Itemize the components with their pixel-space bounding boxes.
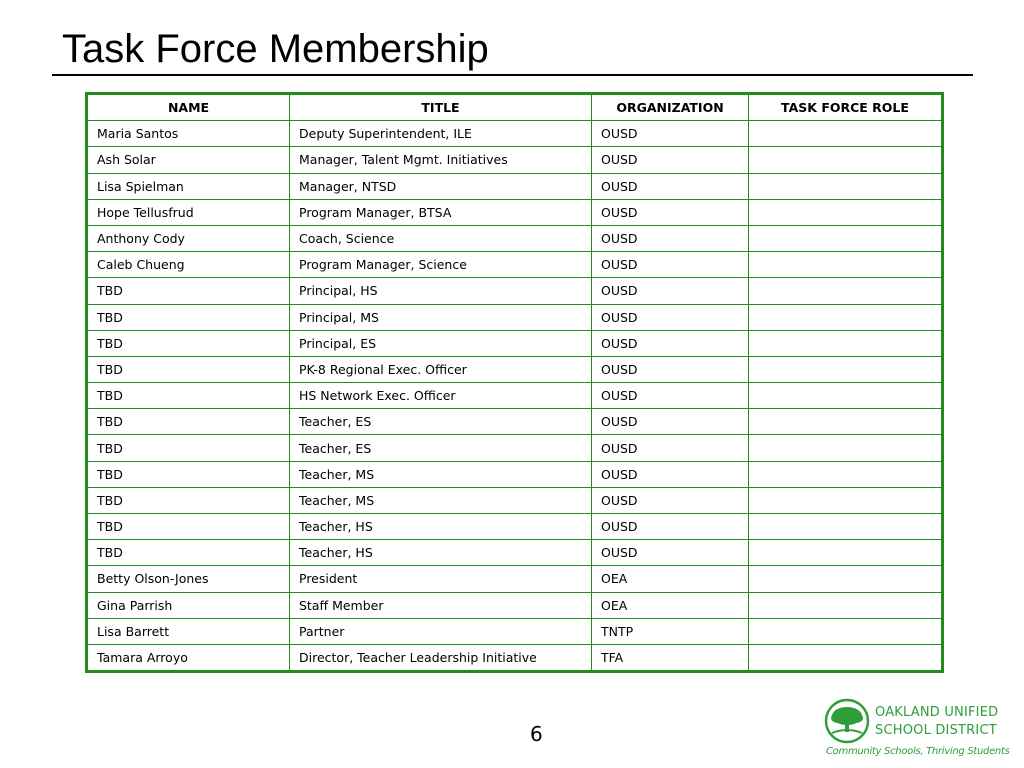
table-row [87, 356, 943, 382]
cell-title: Teacher, ES [290, 409, 592, 435]
cell-task-force-role [749, 540, 943, 566]
cell-name: TBD [87, 540, 290, 566]
table-row [87, 225, 943, 251]
cell-name: Gina Parrish [87, 592, 290, 618]
cell-organization: OUSD [592, 409, 749, 435]
cell-title: Staff Member [290, 592, 592, 618]
table-body [87, 121, 943, 672]
cell-title: Coach, Science [290, 225, 592, 251]
cell-organization: OUSD [592, 383, 749, 409]
cell-organization: OUSD [592, 278, 749, 304]
cell-task-force-role [749, 121, 943, 147]
cell-name: TBD [87, 435, 290, 461]
cell-title: Manager, Talent Mgmt. Initiatives [290, 147, 592, 173]
cell-organization: OUSD [592, 435, 749, 461]
cell-name: TBD [87, 514, 290, 540]
cell-organization: OUSD [592, 121, 749, 147]
cell-name: Anthony Cody [87, 225, 290, 251]
cell-organization: TNTP [592, 618, 749, 644]
cell-organization: OUSD [592, 356, 749, 382]
cell-title: Principal, HS [290, 278, 592, 304]
cell-organization: OUSD [592, 540, 749, 566]
cell-title: Principal, ES [290, 330, 592, 356]
page-number: 6 [530, 722, 543, 746]
header-name: NAME [87, 94, 290, 121]
table-row [87, 514, 943, 540]
cell-name: TBD [87, 356, 290, 382]
cell-title: Teacher, MS [290, 461, 592, 487]
table-row [87, 592, 943, 618]
cell-task-force-role [749, 278, 943, 304]
cell-task-force-role [749, 225, 943, 251]
table-row [87, 540, 943, 566]
cell-task-force-role [749, 461, 943, 487]
logo-line2: SCHOOL DISTRICT [875, 723, 997, 738]
cell-title: Director, Teacher Leadership Initiative [290, 644, 592, 671]
table-row [87, 173, 943, 199]
cell-title: Partner [290, 618, 592, 644]
cell-organization: OUSD [592, 330, 749, 356]
cell-organization: OUSD [592, 252, 749, 278]
cell-name: TBD [87, 461, 290, 487]
cell-title: Deputy Superintendent, ILE [290, 121, 592, 147]
cell-title: Teacher, MS [290, 487, 592, 513]
cell-organization: OUSD [592, 461, 749, 487]
cell-title: Teacher, HS [290, 540, 592, 566]
table-row [87, 199, 943, 225]
cell-name: Lisa Spielman [87, 173, 290, 199]
logo-line1: OAKLAND UNIFIED [875, 705, 999, 720]
table-row [87, 487, 943, 513]
cell-organization: OEA [592, 566, 749, 592]
cell-task-force-role [749, 514, 943, 540]
table-row [87, 383, 943, 409]
cell-title: Principal, MS [290, 304, 592, 330]
table-row [87, 252, 943, 278]
table-row [87, 461, 943, 487]
district-logo [824, 698, 1009, 764]
table-row [87, 278, 943, 304]
oak-tree-icon [824, 698, 870, 744]
cell-name: Tamara Arroyo [87, 644, 290, 671]
cell-organization: OUSD [592, 173, 749, 199]
cell-name: TBD [87, 409, 290, 435]
cell-title: Manager, NTSD [290, 173, 592, 199]
cell-organization: OUSD [592, 514, 749, 540]
table-header-row [87, 94, 943, 121]
cell-title: Teacher, ES [290, 435, 592, 461]
cell-title: President [290, 566, 592, 592]
header-task-force-role: TASK FORCE ROLE [749, 94, 943, 121]
header-organization: ORGANIZATION [592, 94, 749, 121]
cell-organization: OUSD [592, 225, 749, 251]
table-row [87, 304, 943, 330]
cell-task-force-role [749, 618, 943, 644]
cell-task-force-role [749, 644, 943, 671]
cell-task-force-role [749, 199, 943, 225]
cell-name: Ash Solar [87, 147, 290, 173]
title-divider [52, 74, 973, 76]
cell-title: HS Network Exec. Officer [290, 383, 592, 409]
cell-task-force-role [749, 356, 943, 382]
cell-task-force-role [749, 592, 943, 618]
cell-name: TBD [87, 304, 290, 330]
cell-organization: OUSD [592, 487, 749, 513]
cell-name: Hope Tellusfrud [87, 199, 290, 225]
cell-task-force-role [749, 330, 943, 356]
cell-name: TBD [87, 487, 290, 513]
cell-title: PK-8 Regional Exec. Officer [290, 356, 592, 382]
cell-name: TBD [87, 383, 290, 409]
cell-task-force-role [749, 147, 943, 173]
table-row [87, 435, 943, 461]
slide-title: Task Force Membership [62, 27, 489, 71]
cell-organization: TFA [592, 644, 749, 671]
cell-organization: OEA [592, 592, 749, 618]
table-row [87, 330, 943, 356]
table-row [87, 618, 943, 644]
cell-name: Betty Olson-Jones [87, 566, 290, 592]
cell-title: Program Manager, BTSA [290, 199, 592, 225]
logo-tagline: Community Schools, Thriving Students [826, 746, 1010, 757]
cell-name: TBD [87, 330, 290, 356]
cell-organization: OUSD [592, 304, 749, 330]
membership-table [85, 92, 944, 673]
cell-task-force-role [749, 173, 943, 199]
cell-task-force-role [749, 435, 943, 461]
cell-organization: OUSD [592, 147, 749, 173]
cell-name: Lisa Barrett [87, 618, 290, 644]
cell-organization: OUSD [592, 199, 749, 225]
table-row [87, 147, 943, 173]
cell-task-force-role [749, 252, 943, 278]
cell-task-force-role [749, 304, 943, 330]
cell-task-force-role [749, 409, 943, 435]
header-title: TITLE [290, 94, 592, 121]
cell-task-force-role [749, 487, 943, 513]
table-row [87, 644, 943, 671]
table-row [87, 409, 943, 435]
table-row [87, 566, 943, 592]
cell-name: Maria Santos [87, 121, 290, 147]
table-row [87, 121, 943, 147]
cell-title: Program Manager, Science [290, 252, 592, 278]
cell-name: TBD [87, 278, 290, 304]
cell-task-force-role [749, 383, 943, 409]
cell-task-force-role [749, 566, 943, 592]
cell-name: Caleb Chueng [87, 252, 290, 278]
cell-title: Teacher, HS [290, 514, 592, 540]
